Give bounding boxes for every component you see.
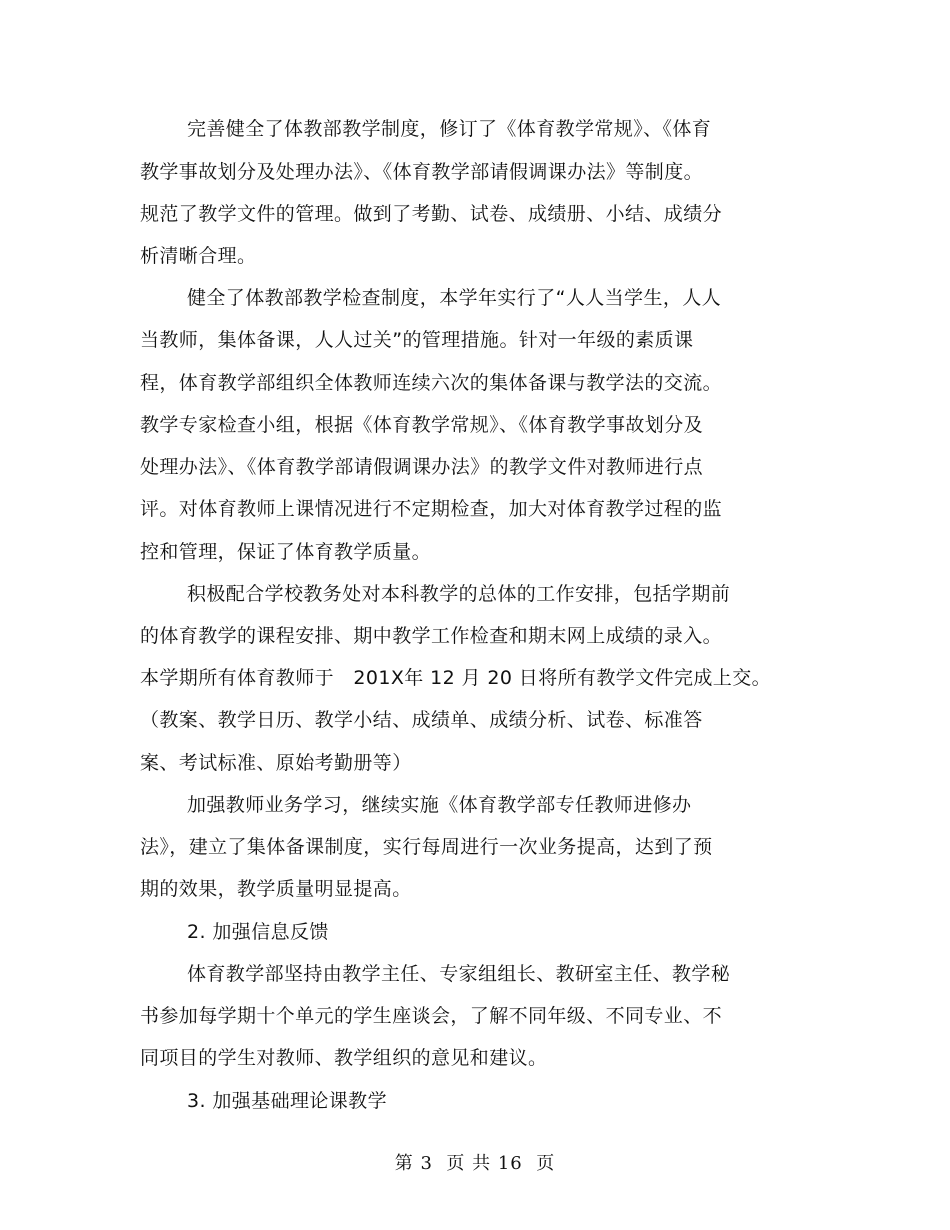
paragraph-3-line-5: 案、考试标准、原始考勤册等）	[140, 752, 412, 774]
paragraph-2-line-6: 评。对体育教师上课情况进行不定期检查，加大对体育教学过程的监	[140, 498, 723, 520]
paragraph-2-line-5: 处理办法》、《体育教学部请假调课办法》的教学文件对教师进行点	[140, 456, 704, 478]
paragraph-5-line-2: 书参加每学期十个单元的学生座谈会，了解不同年级、不同专业、不	[140, 1005, 723, 1027]
paragraph-3-line-2: 的体育教学的课程安排、期中教学工作检查和期末网上成绩的录入。	[140, 625, 723, 647]
paragraph-4-line-3: 期的效果，教学质量明显提高。	[140, 878, 412, 900]
paragraph-1-line-4: 析清晰合理。	[140, 245, 257, 267]
paragraph-4-line-1: 加强教师业务学习，继续实施《体育教学部专任教师进修办	[187, 794, 692, 816]
paragraph-2-line-3: 程，体育教学部组织全体教师连续六次的集体备课与教学法的交流。	[140, 372, 723, 394]
paragraph-3-line-3: 本学期所有体育教师于 201X年 12 月 20 日将所有教学文件完成上交。	[140, 667, 771, 689]
paragraph-2-line-2: 当教师，集体备课，人人过关”的管理措施。针对一年级的素质课	[140, 329, 694, 351]
paragraph-1-line-1: 完善健全了体教部教学制度，修订了《体育教学常规》、《体育	[187, 118, 712, 140]
paragraph-3-line-1: 积极配合学校教务处对本科教学的总体的工作安排，包括学期前	[187, 583, 731, 605]
paragraph-4-line-2: 法》，建立了集体备课制度，实行每周进行一次业务提高，达到了预	[140, 836, 713, 858]
paragraph-1-line-3: 规范了教学文件的管理。做到了考勤、试卷、成绩册、小结、成绩分	[140, 203, 723, 225]
paragraph-3-line-4: （教案、教学日历、教学小结、成绩单、成绩分析、试卷、标准答	[140, 709, 703, 731]
paragraph-1-line-2: 教学事故划分及处理办法》、《体育教学部请假调课办法》等制度。	[140, 161, 704, 183]
paragraph-2-line-4: 教学专家检查小组，根据《体育教学常规》、《体育教学事故划分及	[140, 414, 704, 436]
section-heading-3: 3. 加强基础理论课教学	[187, 1090, 387, 1112]
paragraph-5-line-3: 同项目的学生对教师、教学组织的意见和建议。	[140, 1047, 548, 1069]
page-number-footer: 第 3 页 共 16 页	[394, 1153, 556, 1174]
paragraph-2-line-7: 控和管理，保证了体育教学质量。	[140, 541, 432, 563]
paragraph-2-line-1: 健全了体教部教学检查制度，本学年实行了“人人当学生，人人	[187, 287, 722, 309]
section-heading-2: 2. 加强信息反馈	[187, 921, 329, 943]
paragraph-5-line-1: 体育教学部坚持由教学主任、专家组组长、教研室主任、教学秘	[187, 963, 731, 985]
